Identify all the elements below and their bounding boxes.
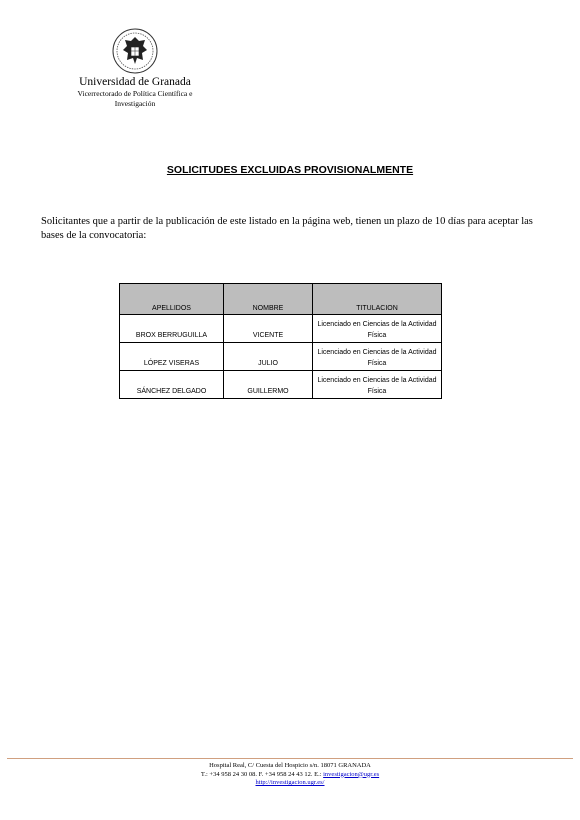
university-name: Universidad de Granada [79, 76, 191, 88]
cell-apellidos: SÁNCHEZ DELGADO [120, 371, 224, 399]
cell-apellidos: LÓPEZ VISERAS [120, 343, 224, 371]
column-header-apellidos: APELLIDOS [120, 284, 224, 315]
footer-phone: T.: +34 958 24 30 08. F. +34 958 24 43 12. E.: [200, 770, 322, 778]
vicerrectorado-line: Vicerrectorado de Política Científica e [77, 89, 193, 98]
footer-divider [7, 758, 573, 759]
letterhead [60, 28, 210, 109]
cell-apellidos: BROX BERRUGUILLA [120, 315, 224, 343]
cell-titulacion: Licenciado en Ciencias de la Actividad Física [313, 315, 442, 343]
footer-contact [0, 771, 580, 780]
footer-email-link[interactable]: investigacion@ugr.es [323, 770, 380, 778]
table-row [120, 343, 442, 371]
cell-nombre: VICENTE [224, 315, 313, 343]
university-seal-icon [112, 28, 158, 74]
footer [0, 762, 580, 788]
cell-titulacion: Licenciado en Ciencias de la Actividad Física [313, 343, 442, 371]
column-header-nombre: NOMBRE [224, 284, 313, 315]
cell-titulacion: Licenciado en Ciencias de la Actividad Física [313, 371, 442, 399]
column-header-titulacion: TITULACION [313, 284, 442, 315]
table-header-row [120, 284, 442, 315]
footer-web-link[interactable]: http://investigacion.ugr.es/ [255, 779, 325, 786]
cell-nombre: GUILLERMO [224, 371, 313, 399]
page-title: SOLICITUDES EXCLUIDAS PROVISIONALMENTE [166, 164, 414, 176]
excluded-applicants-table [119, 283, 442, 399]
footer-web [0, 779, 580, 788]
cell-nombre: JULIO [224, 343, 313, 371]
table-row [120, 371, 442, 399]
footer-address: Hospital Real, C/ Cuesta del Hospicio s/n. 18071 GRANADA [209, 762, 371, 769]
intro-paragraph: Solicitantes que a partir de la publicación de este listado en la página web, tienen un plazo de 10 días para aceptar las bases de la convocatoria: [41, 216, 533, 241]
table-row [120, 315, 442, 343]
vicerrectorado-line-2: Investigación [114, 99, 156, 108]
